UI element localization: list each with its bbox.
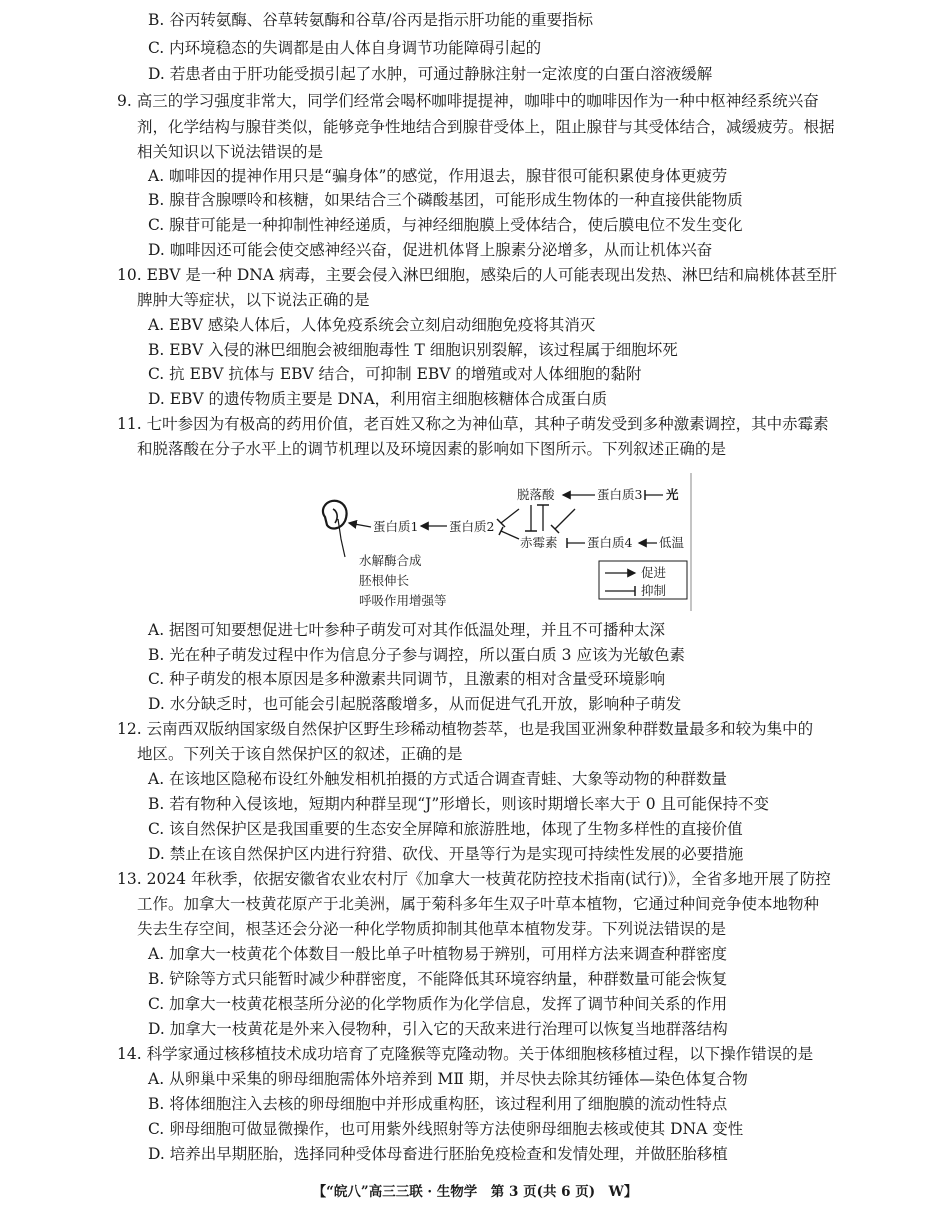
q12-stem-line-2: 地区。下列关于该自然保护区的叙述，正确的是 <box>137 745 463 763</box>
q12-option-d: D. 禁止在该自然保护区内进行狩猎、砍伐、开垦等行为是实现可持续性发展的必要措施 <box>148 845 744 863</box>
q13-option-b: B. 铲除等方式只能暂时减少种群密度，不能降低其环境容纳量，种群数量可能会恢复 <box>148 970 728 988</box>
q13-stem-line-1: 13. 2024 年秋季，依据安徽省农业农村厅《加拿大一枝黄花防控技术指南(试行)》，全省多地开展了防控 <box>117 870 831 888</box>
q10-option-b: B. EBV 入侵的淋巴细胞会被细胞毒性 T 细胞识别裂解，该过程属于细胞坏死 <box>148 341 678 359</box>
q9-stem-line-1: 9. 高三的学习强度非常大，同学们经常会喝杯咖啡提提神，咖啡中的咖啡因作为一种中枢神经系统兴奋 <box>117 92 819 110</box>
inhibit-aba-to-p2 <box>501 509 519 523</box>
q9-stem-line-2: 剂，化学结构与腺苷类似，能够竞争性地结合到腺苷受体上，阻止腺苷与其受体结合，减缓疲劳。根据 <box>137 118 835 136</box>
q14-stem-line-1: 14. 科学家通过核移植技术成功培育了克隆猴等克隆动物。关于体细胞核移植过程，以下操作错误的是 <box>117 1045 814 1063</box>
protein3-label: 蛋白质3 <box>597 487 643 502</box>
q10-stem-line-1: 10. EBV 是一种 DNA 病毒，主要会侵入淋巴细胞，感染后的人可能表现出发热、淋巴结和扁桃体甚至肝 <box>117 266 837 284</box>
q10-option-d: D. EBV 的遗传物质主要是 DNA，利用宿主细胞核糖体合成蛋白质 <box>148 390 608 408</box>
q14-option-b: B. 将体细胞注入去核的卵母细胞中并形成重构胚，该过程利用了细胞膜的流动性特点 <box>148 1095 728 1113</box>
q12-option-a: A. 在该地区隐秘布设红外触发相机拍摄的方式适合调查青蛙、大象等动物的种群数量 <box>148 770 728 788</box>
diagram-legend <box>599 561 687 599</box>
q11-option-a: A. 据图可知要想促进七叶参种子萌发可对其作低温处理，并且不可播种太深 <box>148 621 666 639</box>
effect-radicle: 胚根伸长 <box>359 573 410 588</box>
q9-stem-line-3: 相关知识以下说法错误的是 <box>137 143 324 161</box>
inhibit-ga-to-p2 <box>501 531 519 539</box>
q8-option-b: B. 谷丙转氨酶、谷草转氨酶和谷草/谷丙是指示肝功能的重要指标 <box>148 11 593 29</box>
q8-option-c: C. 内环境稳态的失调都是由人体自身调节功能障碍引起的 <box>148 39 542 57</box>
q9-option-c: C. 腺苷可能是一种抑制性神经递质，与神经细胞膜上受体结合，使后膜电位不发生变化 <box>148 216 743 234</box>
q9-option-d: D. 咖啡因还可能会使交感神经兴奋，促进机体肾上腺素分泌增多，从而让机体兴奋 <box>148 241 713 259</box>
q10-option-c: C. 抗 EBV 抗体与 EBV 结合，可抑制 EBV 的增殖或对人体细胞的黏附 <box>148 365 642 383</box>
q10-option-a: A. EBV 感染人体后，人体免疫系统会立刻启动细胞免疫将其消灭 <box>148 316 596 334</box>
q12-option-b: B. 若有物种入侵该地，短期内种群呈现“J”形增长，则该时期增长率大于 0 且可能保持不变 <box>148 795 770 813</box>
q13-option-c: C. 加拿大一枝黄花根茎所分泌的化学物质作为化学信息，发挥了调节种间关系的作用 <box>148 995 728 1013</box>
q10-stem-line-2: 脾肿大等症状，以下说法正确的是 <box>137 291 370 309</box>
q13-stem-line-3: 失去生存空间，根茎还会分泌一种化学物质抑制其他草本植物发芽。下列说法错误的是 <box>137 920 727 938</box>
q11-option-d: D. 水分缺乏时，也可能会引起脱落酸增多，从而促进气孔开放，影响种子萌发 <box>148 695 682 713</box>
q13-option-a: A. 加拿大一枝黄花个体数目一般比单子叶植物易于辨别，可用样方法来调查种群密度 <box>148 945 728 963</box>
q9-option-b: B. 腺苷含腺嘌呤和核糖，如果结合三个磷酸基团，可能形成生物体的一种直接供能物质 <box>148 191 743 209</box>
q11-option-b: B. 光在种子萌发过程中作为信息分子参与调控，所以蛋白质 3 应该为光敏色素 <box>148 646 685 664</box>
q13-option-d: D. 加拿大一枝黄花是外来入侵物种，引入它的天敌来进行治理可以恢复当地群落结构 <box>148 1020 728 1038</box>
page-footer: 【“皖八”高三三联 · 生物学 第 3 页(共 6 页) W】 <box>312 1184 638 1200</box>
q12-stem-line-1: 12. 云南西双版纳国家级自然保护区野生珍稀动植物荟萃，也是我国亚洲象种群数量最多和较为集中的 <box>117 720 814 738</box>
effect-respiration: 呼吸作用增强等 <box>359 593 447 608</box>
protein4-label: 蛋白质4 <box>587 535 633 550</box>
protein2-label: 蛋白质2 <box>449 519 495 534</box>
q14-option-a: A. 从卵巢中采集的卵母细胞需体外培养到 MⅡ 期，并尽快去除其纺锤体—染色体复合物 <box>148 1070 748 1088</box>
q11-stem-line-1: 11. 七叶参因为有极高的药用价值，老百姓又称之为神仙草，其种子萌发受到多种激素调控，其中赤霉素 <box>117 415 829 433</box>
q12-option-c: C. 该自然保护区是我国重要的生态安全屏障和旅游胜地，体现了生物多样性的直接价值 <box>148 820 743 838</box>
q11-option-c: C. 种子萌发的根本原因是多种激素共同调节，且激素的相对含量受环境影响 <box>148 670 666 688</box>
arrow-p1-to-seed <box>349 523 371 527</box>
inhibit-p3-to-ga <box>555 509 575 529</box>
q14-option-d: D. 培养出早期胚胎，选择同种受体母畜进行胚胎免疫检查和发情处理，并做胚胎移植 <box>148 1145 728 1163</box>
hormone-regulation-diagram <box>305 473 695 615</box>
abscisic-acid-label: 脱落酸 <box>517 487 555 502</box>
q13-stem-line-2: 工作。加拿大一枝黄花原产于北美洲，属于菊科多年生双子叶草本植物，它通过种间竞争使本地物种 <box>137 895 820 913</box>
low-temperature-label: 低温 <box>659 535 685 550</box>
light-label: 光 <box>666 487 679 502</box>
legend-inhibit: 抑制 <box>641 583 667 598</box>
effect-hydrolase: 水解酶合成 <box>359 553 422 568</box>
q11-stem-line-2: 和脱落酸在分子水平上的调节机理以及环境因素的影响如下图所示。下列叙述正确的是 <box>137 440 727 458</box>
q8-option-d: D. 若患者由于肝功能受损引起了水肿，可通过静脉注射一定浓度的白蛋白溶液缓解 <box>148 65 713 83</box>
q9-option-a: A. 咖啡因的提神作用只是“骗身体”的感觉，作用退去，腺苷很可能积累使身体更疲劳 <box>148 167 728 185</box>
protein1-label: 蛋白质1 <box>373 519 419 534</box>
seed-icon <box>323 501 347 557</box>
gibberellin-label: 赤霉素 <box>520 535 558 550</box>
q14-option-c: C. 卵母细胞可做显微操作，也可用紫外线照射等方法使卵母细胞去核或使其 DNA 变性 <box>148 1120 744 1138</box>
legend-promote: 促进 <box>641 565 667 580</box>
